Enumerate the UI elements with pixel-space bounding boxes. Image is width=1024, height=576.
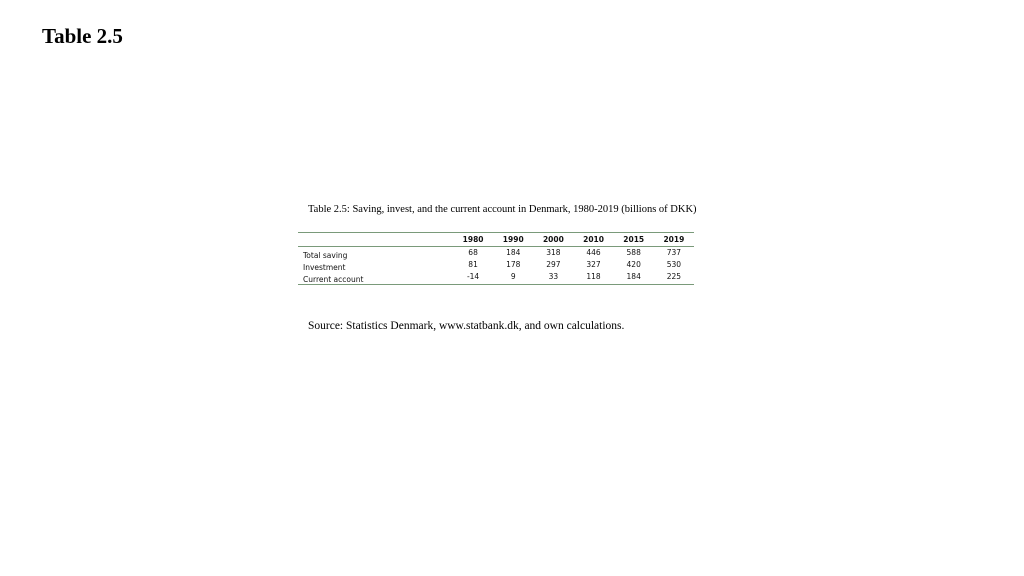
table-row bbox=[298, 272, 694, 285]
source-note: Source: Statistics Denmark, www.statbank.dk, and own calculations. bbox=[308, 320, 625, 332]
data-table-container bbox=[298, 232, 694, 285]
table-cell: 184 bbox=[506, 248, 521, 257]
table-cell: 9 bbox=[510, 272, 516, 281]
column-header: 2019 bbox=[663, 235, 685, 244]
table-caption: Table 2.5: Saving, invest, and the current account in Denmark, 1980-2019 (billions of DKK) bbox=[308, 204, 697, 215]
table-cell: -14 bbox=[466, 272, 480, 281]
table-row bbox=[298, 260, 694, 272]
table-cell: 588 bbox=[626, 248, 641, 257]
header-corner-cell bbox=[298, 233, 453, 247]
slide-title: Table 2.5 bbox=[42, 24, 123, 48]
row-label: Total saving bbox=[303, 251, 348, 260]
table-cell: 327 bbox=[586, 260, 601, 269]
table-header-row bbox=[298, 233, 694, 247]
row-label: Investment bbox=[303, 263, 346, 272]
table-cell: 184 bbox=[626, 272, 641, 281]
column-header: 2010 bbox=[583, 235, 604, 244]
table-cell: 68 bbox=[468, 248, 478, 257]
table-cell: 178 bbox=[506, 260, 521, 269]
table-cell: 297 bbox=[546, 260, 561, 269]
row-label: Current account bbox=[303, 275, 364, 284]
table-cell: 737 bbox=[666, 248, 682, 257]
table-cell: 530 bbox=[666, 260, 682, 269]
table-cell: 446 bbox=[586, 248, 601, 257]
table-cell: 318 bbox=[546, 248, 561, 257]
column-header: 2015 bbox=[623, 235, 645, 244]
data-table bbox=[298, 232, 694, 285]
table-cell: 225 bbox=[666, 272, 682, 281]
table-cell: 33 bbox=[548, 272, 559, 281]
column-header: 1980 bbox=[462, 235, 484, 244]
table-cell: 118 bbox=[586, 272, 601, 281]
table-cell: 420 bbox=[626, 260, 641, 269]
column-header: 2000 bbox=[542, 235, 564, 244]
column-header: 1990 bbox=[502, 235, 524, 244]
table-row bbox=[298, 247, 694, 261]
table-cell: 81 bbox=[468, 260, 478, 269]
